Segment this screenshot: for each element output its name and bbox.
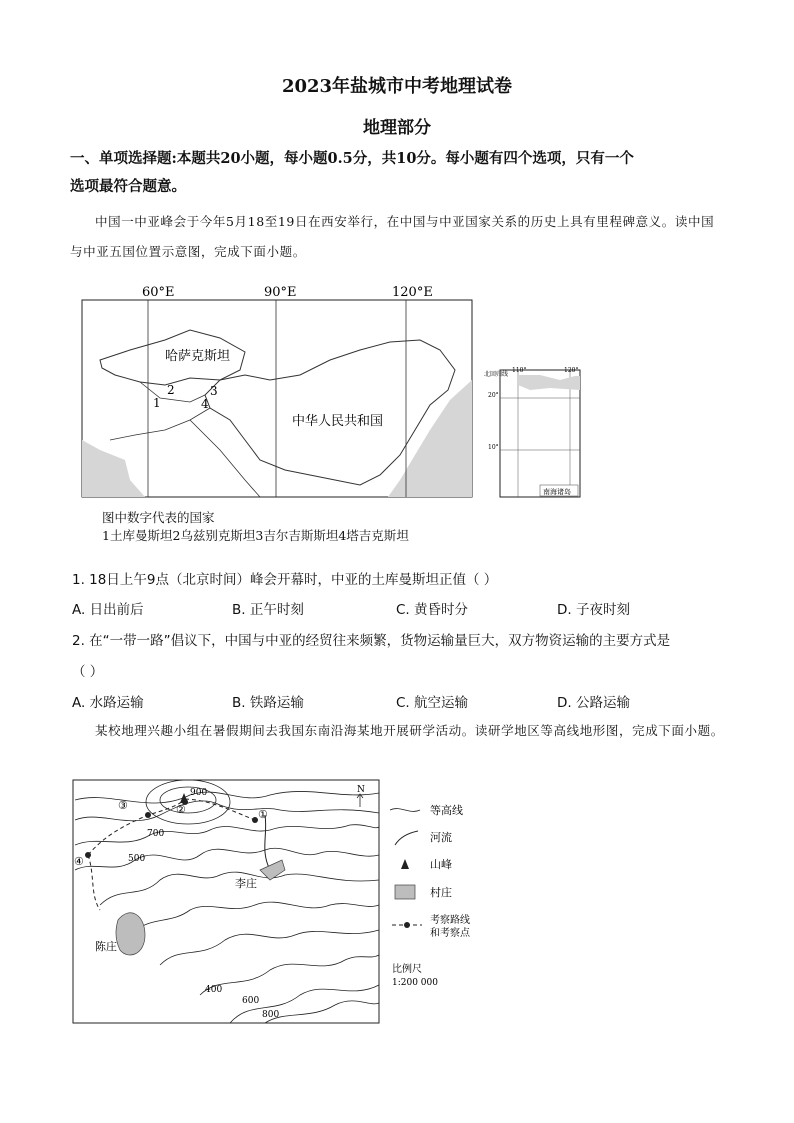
- contour-label-900: 900: [190, 788, 208, 798]
- point-label-4: ④: [74, 855, 84, 868]
- lon-label-60: 60°E: [142, 285, 175, 300]
- contour-frame: [73, 780, 379, 1023]
- map1-caption: [102, 509, 409, 545]
- contour-label-500: 500: [128, 854, 146, 864]
- survey-point-3: [145, 812, 151, 818]
- legend-route: 考察路线: [430, 915, 470, 926]
- village-chen-label: 陈庄: [95, 940, 117, 953]
- q1-option-a[interactable]: A. 日出前后: [72, 602, 144, 618]
- q2-option-a[interactable]: A. 水路运输: [72, 695, 144, 711]
- legend-river: 河流: [430, 831, 452, 844]
- inset-lon-110: 110°: [512, 367, 527, 374]
- survey-point-4: [85, 852, 91, 858]
- country-number-2: 2: [167, 383, 175, 397]
- question-2-stem: 2. 在“一带一路”倡议下，中国与中亚的经贸往来频繁，货物运输量巨大，双方物资运输的主要方式是: [72, 633, 671, 649]
- contour-label-600: 600: [242, 996, 260, 1006]
- legend-river-icon: [395, 831, 418, 845]
- passage-1: 中国一中亚峰会于今年5月18至19日在西安举行，在中国与中亚国家关系的历史上具有里程碑意义。读中国与中亚五国位置示意图，完成下面小题。: [70, 214, 715, 259]
- legend-village: 村庄: [430, 886, 452, 899]
- section-subtitle: 地理部分: [363, 118, 431, 138]
- inset-lat-20: 20°: [488, 392, 499, 399]
- caption-line2: 1土库曼斯坦2乌兹别克斯坦3吉尔吉斯斯坦4塔吉克斯坦: [102, 528, 409, 543]
- legend-peak: 山峰: [430, 858, 452, 871]
- point-label-3: ③: [118, 799, 128, 812]
- q1-option-c[interactable]: C. 黄昏时分: [396, 602, 469, 618]
- legend-point: [404, 922, 410, 928]
- contour-label-400: 400: [205, 985, 223, 995]
- contour-label-800: 800: [262, 1010, 280, 1020]
- legend-peak-icon: [401, 859, 409, 869]
- inset-tropic: 北回归线: [484, 371, 509, 378]
- q1-option-b[interactable]: B. 正午时刻: [232, 602, 304, 618]
- question-2-stem-cont: （ ）: [72, 664, 104, 680]
- legend-contour-icon: [390, 809, 420, 812]
- country-number-1: 1: [153, 396, 161, 410]
- caption-line1: 图中数字代表的国家: [102, 510, 215, 525]
- lon-label-120: 120°E: [392, 285, 433, 300]
- inset-coast: [518, 375, 580, 390]
- page-title: 2023年盐城市中考地理试卷: [281, 76, 513, 97]
- contour-map: [70, 775, 490, 1030]
- inset-lon-120: 120°: [564, 367, 579, 374]
- q2-option-d[interactable]: D. 公路运输: [557, 695, 630, 711]
- legend-village-icon: [395, 885, 415, 899]
- village-chen: [116, 913, 145, 955]
- country-number-3: 3: [210, 384, 218, 398]
- village-li-label: 李庄: [235, 877, 257, 890]
- legend-contour: 等高线: [430, 804, 463, 817]
- passage-2: 某校地理兴趣小组在暑假期间去我国东南沿海某地开展研学活动。读研学地区等高线地形图，完成下面小题。: [95, 723, 724, 738]
- inset-label: 南海诸岛: [543, 488, 571, 496]
- legend-point-label: 和考察点: [430, 928, 470, 939]
- section-heading-line2: 选项最符合题意。: [70, 178, 186, 195]
- q2-option-b[interactable]: B. 铁路运输: [232, 695, 304, 711]
- scale-label: 比例尺: [392, 964, 422, 975]
- contour-label-700: 700: [147, 829, 165, 839]
- question-1-stem: 1. 18日上午9点（北京时间）峰会开幕时，中亚的土库曼斯坦正值（ ）: [72, 572, 498, 588]
- section-heading-line1: 一、单项选择题:本题共20小题，每小题0.5分，共10分。每小题有四个选项，只有一个: [70, 150, 634, 167]
- inset-lat-10: 10°: [488, 444, 499, 451]
- lon-label-90: 90°E: [264, 285, 297, 300]
- scale-value: 1:200 000: [392, 978, 438, 988]
- q2-option-c[interactable]: C. 航空运输: [396, 695, 469, 711]
- north-label: N: [357, 785, 365, 795]
- label-kazakhstan: 哈萨克斯坦: [165, 349, 231, 364]
- point-label-1: ①: [258, 808, 268, 821]
- section-heading: [70, 145, 730, 201]
- point-label-2: ②: [176, 803, 186, 816]
- country-number-4: 4: [201, 397, 209, 411]
- central-asia-map: [70, 280, 590, 500]
- q1-option-d[interactable]: D. 子夜时刻: [557, 602, 630, 618]
- label-china: 中华人民共和国: [292, 414, 384, 429]
